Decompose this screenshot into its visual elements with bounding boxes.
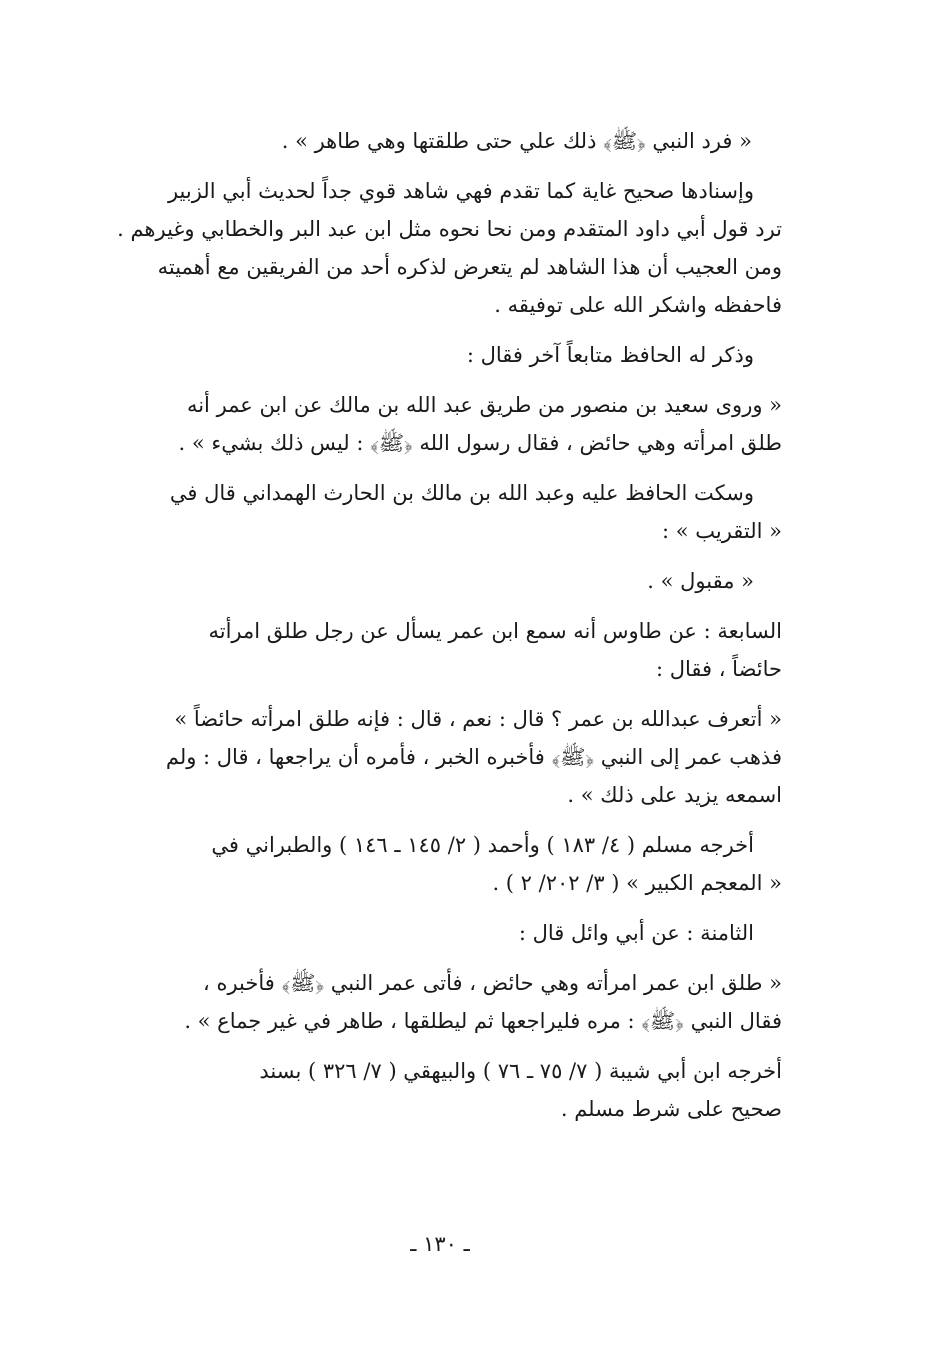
paragraph-quote-abu-wail xyxy=(102,964,782,1040)
text-line: ترد قول أبي داود المتقدم ومن نحا نحوه مثل ابن عبد البر والخطابي وغيرهم . xyxy=(117,217,782,241)
paragraph-eighth xyxy=(102,914,782,952)
text-line: « طلق ابن عمر امرأته وهي حائض ، فأتى عمر النبي ﴿ﷺ﴾ فأخبره ، xyxy=(203,971,782,995)
text-line: طلق امرأته وهي حائض ، فقال رسول الله ﴿ﷺ﴾ : ليس ذلك بشيء » . xyxy=(178,431,782,455)
text-line: « المعجم الكبير » ( ٣/ ٢٠٢/ ٢ ) . xyxy=(492,871,782,895)
paragraph-hafiz-follow xyxy=(102,336,782,374)
text-line: « وروى سعيد بن منصور من طريق عبد الله بن مالك عن ابن عمر أنه xyxy=(186,393,782,417)
paragraph-hafiz-silent xyxy=(102,474,782,550)
text-line: « فرد النبي ﴿ﷺ﴾ ذلك علي حتى طلقتها وهي طاهر » . xyxy=(281,129,752,153)
text-line: السابعة : عن طاوس أنه سمع ابن عمر يسأل عن رجل طلق امرأته xyxy=(208,619,782,643)
text-line: اسمعه يزيد على ذلك » . xyxy=(567,783,782,807)
text-line: الثامنة : عن أبي وائل قال : xyxy=(518,921,754,945)
body-text xyxy=(102,122,782,1140)
paragraph-isnad-comment xyxy=(102,172,782,324)
paragraph-takhrij-muslim xyxy=(102,826,782,902)
text-line: وإسنادها صحيح غاية كما تقدم فهي شاهد قوي جداً لحديث أبي الزبير xyxy=(167,179,754,203)
paragraph-seventh xyxy=(102,612,782,688)
paragraph-takhrij-ibn-abi-shaybah xyxy=(102,1052,782,1128)
text-line: « مقبول » . xyxy=(647,569,754,593)
paragraph-quote-tawus xyxy=(102,700,782,814)
paragraph-quote-hadith-1 xyxy=(102,122,782,160)
text-line: ومن العجيب أن هذا الشاهد لم يتعرض لذكره أحد من الفريقين مع أهميته xyxy=(157,255,782,279)
text-line: حائضاً ، فقال : xyxy=(655,657,782,681)
text-line: صحيح على شرط مسلم . xyxy=(560,1097,782,1121)
text-line: وذكر له الحافظ متابعاً آخر فقال : xyxy=(466,343,754,367)
text-line: « أتعرف عبدالله بن عمر ؟ قال : نعم ، قال : فإنه طلق امرأته حائضاً » xyxy=(174,707,782,731)
text-line: وسكت الحافظ عليه وعبد الله بن مالك بن الحارث الهمداني قال في xyxy=(169,481,754,505)
text-line: فقال النبي ﴿ﷺ﴾ : مره فليراجعها ثم ليطلقها ، طاهر في غير جماع » . xyxy=(184,1009,782,1033)
text-line: فذهب عمر إلى النبي ﴿ﷺ﴾ فأخبره الخبر ، فأمره أن يراجعها ، قال : ولم xyxy=(165,745,782,769)
text-line: أخرجه مسلم ( ٤/ ١٨٣ ) وأحمد ( ٢/ ١٤٥ ـ ١٤٦ ) والطبراني في xyxy=(211,833,754,857)
text-line: فاحفظه واشكر الله على توفيقه . xyxy=(494,293,782,317)
page-number: ـ ١٣٠ ـ xyxy=(410,1232,470,1256)
text-line: أخرجه ابن أبي شيبة ( ٧/ ٧٥ ـ ٧٦ ) والبيهقي ( ٧/ ٣٢٦ ) بسند xyxy=(259,1059,782,1083)
paragraph-maqbool xyxy=(102,562,782,600)
text-line: « التقريب » : xyxy=(661,519,782,543)
paragraph-quote-saeed xyxy=(102,386,782,462)
